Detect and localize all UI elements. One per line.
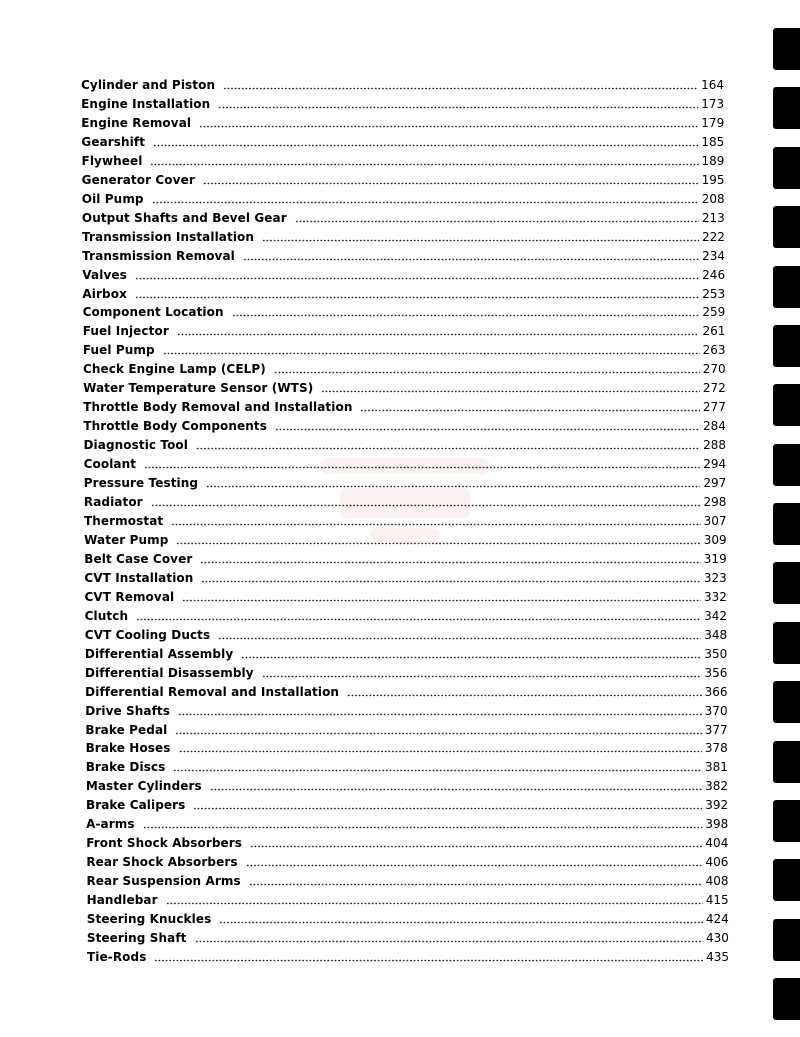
toc-entry-page-number: 284 [703, 419, 726, 434]
toc-entry-page-number: 408 [705, 874, 729, 889]
toc-entry-title: Brake Hoses [85, 741, 171, 756]
toc-entry-title: Check Engine Lamp (CELP) [82, 362, 266, 377]
toc-entry-page-number: 246 [702, 267, 726, 282]
toc-entry-title: Brake Discs [85, 760, 166, 775]
toc-entry-page-number: 332 [704, 589, 727, 604]
toc-entry-title: Fuel Injector [82, 324, 169, 339]
binder-tab [773, 384, 800, 426]
toc-entry-title: A-arms [86, 817, 135, 832]
toc-entry-title: CVT Removal [84, 589, 175, 604]
toc-entry-page-number: 398 [705, 817, 729, 832]
toc-entry-page-number: 382 [705, 779, 728, 794]
toc-entry-title: Differential Disassembly [85, 665, 254, 680]
dot-leader [135, 285, 699, 299]
toc-entry[interactable] [81, 93, 724, 112]
toc-entry-page-number: 173 [701, 96, 725, 111]
dot-leader [201, 569, 701, 583]
dot-leader [143, 815, 703, 829]
toc-entry[interactable] [85, 700, 727, 719]
toc-entry-title: Oil Pump [81, 191, 144, 206]
toc-entry-title: Diagnostic Tool [83, 438, 188, 453]
toc-entry[interactable] [86, 870, 728, 889]
dot-leader [195, 929, 703, 943]
toc-entry-page-number: 179 [701, 115, 725, 130]
toc-entry[interactable] [82, 226, 725, 245]
toc-entry-title: Rear Suspension Arms [86, 874, 241, 889]
toc-entry-title: Engine Installation [81, 96, 211, 111]
toc-entry[interactable] [83, 434, 726, 453]
toc-entry-page-number: 297 [703, 476, 727, 491]
toc-entry-title: Differential Removal and Installation [85, 684, 340, 699]
toc-entry-page-number: 259 [702, 305, 726, 320]
dot-leader [199, 114, 698, 128]
dot-leader [249, 872, 703, 886]
dot-leader [135, 266, 699, 280]
toc-entry[interactable] [84, 491, 727, 510]
toc-entry[interactable] [84, 472, 727, 491]
binder-tab [773, 562, 800, 604]
toc-entry[interactable] [85, 624, 727, 643]
binder-tab [773, 147, 800, 189]
toc-entry-title: CVT Cooling Ducts [84, 627, 211, 642]
toc-entry-title: Transmission Removal [82, 248, 235, 263]
toc-entry-title: Component Location [82, 305, 224, 320]
toc-entry-title: Clutch [84, 608, 129, 623]
toc-entry[interactable] [86, 813, 728, 832]
toc-entry-page-number: 307 [703, 514, 727, 528]
toc-entry[interactable] [85, 662, 727, 681]
dot-leader [171, 512, 700, 526]
binder-tab [773, 206, 800, 248]
toc-entry[interactable] [85, 643, 727, 662]
toc-entry-title: Valves [82, 267, 127, 282]
toc-entry[interactable] [82, 188, 725, 207]
toc-entry[interactable] [82, 264, 725, 283]
toc-entry-page-number: 189 [701, 153, 725, 168]
toc-entry-title: Water Pump [84, 532, 169, 547]
toc-entry[interactable] [86, 851, 728, 870]
dot-leader [210, 777, 702, 791]
toc-entry[interactable] [81, 112, 724, 131]
toc-entry-page-number: 309 [703, 532, 727, 547]
dot-leader [203, 171, 699, 185]
dot-leader [193, 796, 702, 810]
toc-entry-title: CVT Installation [84, 570, 194, 585]
toc-entry-page-number: 277 [702, 400, 726, 415]
dot-leader [275, 417, 700, 431]
toc-entry[interactable] [86, 832, 728, 851]
dot-leader [166, 891, 703, 905]
toc-entry-page-number: 288 [703, 438, 727, 453]
toc-entry[interactable] [84, 567, 726, 586]
toc-entry-page-number: 319 [703, 551, 727, 566]
toc-entry[interactable] [82, 245, 725, 264]
toc-entry[interactable] [83, 396, 726, 415]
dot-leader [173, 758, 702, 772]
dot-leader [179, 739, 702, 753]
toc-entry[interactable] [83, 320, 726, 339]
dot-leader [182, 588, 701, 602]
dot-leader [152, 190, 699, 204]
toc-entry-title: Flywheel [81, 153, 143, 168]
binder-tab [773, 325, 800, 367]
toc-entry-page-number: 263 [702, 343, 726, 358]
toc-entry[interactable] [82, 150, 725, 169]
toc-entry[interactable] [86, 775, 728, 794]
toc-entry[interactable] [81, 74, 724, 93]
toc-entry[interactable] [83, 415, 726, 434]
toc-entry-page-number: 350 [704, 646, 728, 661]
dot-leader [274, 360, 700, 374]
binder-tab [773, 622, 800, 664]
toc-entry-title: Drive Shafts [85, 703, 171, 718]
toc-entry[interactable] [87, 946, 729, 965]
toc-entry-title: Output Shafts and Bevel Gear [81, 210, 287, 225]
toc-entry-page-number: 424 [705, 912, 729, 927]
dot-leader [262, 228, 699, 242]
binder-tab [773, 741, 800, 783]
dot-leader [206, 474, 700, 488]
toc-entry[interactable] [81, 131, 724, 150]
toc-entry-page-number: 298 [703, 495, 727, 510]
toc-entry-page-number: 342 [704, 608, 728, 623]
binder-tab [773, 503, 800, 545]
dot-leader [219, 910, 703, 924]
dot-leader [175, 721, 701, 735]
dot-leader [151, 493, 701, 507]
dot-leader [246, 853, 703, 867]
toc-entry-page-number: 348 [704, 627, 728, 642]
dot-leader [196, 436, 700, 450]
toc-entry-title: Belt Case Cover [84, 551, 193, 566]
toc-entry-page-number: 356 [704, 665, 728, 680]
binder-tab [773, 681, 800, 723]
binder-tab [773, 266, 800, 308]
toc-entry[interactable] [87, 908, 729, 927]
toc-entry[interactable] [85, 605, 727, 624]
toc-entry[interactable] [85, 586, 727, 605]
toc-entry[interactable] [82, 169, 725, 188]
toc-entry[interactable] [84, 510, 727, 529]
toc-entry-title: Cylinder and Piston [81, 78, 216, 92]
toc-entry-title: Steering Knuckles [86, 912, 212, 927]
dot-leader [200, 550, 700, 564]
binder-tab [773, 919, 800, 961]
toc-entry-title: Thermostat [84, 514, 164, 528]
toc-entry-title: Differential Assembly [84, 646, 234, 661]
dot-leader [295, 209, 699, 223]
dot-leader [250, 834, 702, 848]
toc-entry-page-number: 185 [701, 134, 725, 149]
toc-entry-page-number: 261 [702, 324, 726, 339]
dot-leader [178, 702, 702, 716]
toc-entry[interactable] [83, 377, 726, 396]
dot-leader [177, 322, 700, 336]
toc-entry-title: Throttle Body Removal and Installation [83, 400, 353, 415]
toc-entry-page-number: 195 [701, 172, 725, 187]
dot-leader [154, 948, 703, 962]
toc-entry-title: Fuel Pump [82, 343, 155, 358]
toc-entry[interactable] [84, 453, 727, 472]
toc-entry-page-number: 406 [705, 855, 729, 870]
toc-entry-page-number: 404 [705, 836, 729, 851]
toc-entry[interactable] [83, 358, 726, 377]
toc-entry-page-number: 222 [701, 229, 725, 244]
toc-entry-page-number: 294 [703, 457, 727, 472]
toc-entry-page-number: 415 [705, 893, 729, 908]
toc-entry[interactable] [86, 737, 728, 756]
toc-entry-title: Engine Removal [81, 115, 192, 130]
toc-entry-page-number: 392 [705, 798, 729, 813]
binder-tab [773, 800, 800, 842]
toc-entry-title: Water Temperature Sensor (WTS) [83, 381, 314, 396]
toc-entry-title: Gearshift [81, 134, 146, 149]
toc-entry[interactable] [82, 283, 725, 302]
dot-leader [243, 247, 699, 261]
toc-entry[interactable] [87, 927, 729, 946]
binder-tab [773, 444, 800, 486]
dot-leader [241, 645, 701, 659]
toc-entry[interactable] [87, 889, 729, 908]
dot-leader [136, 607, 701, 621]
toc-entry-page-number: 272 [702, 381, 726, 396]
toc-entry-title: Steering Shaft [86, 931, 187, 946]
toc-entry-page-number: 270 [702, 362, 726, 377]
toc-entry[interactable] [85, 719, 727, 738]
toc-entry[interactable] [84, 548, 726, 567]
toc-entry-page-number: 253 [702, 286, 726, 301]
toc-entry[interactable] [82, 207, 725, 226]
dot-leader [232, 303, 700, 317]
dot-leader [347, 683, 702, 697]
toc-entry-page-number: 381 [704, 760, 728, 775]
dot-leader [150, 152, 698, 166]
toc-entry-page-number: 208 [701, 191, 725, 206]
dot-leader [153, 133, 698, 147]
toc-entry-title: Tie-Rods [87, 950, 147, 964]
toc-entry[interactable] [86, 794, 728, 813]
dot-leader [360, 398, 699, 412]
toc-entry[interactable] [84, 529, 726, 548]
dot-leader [321, 379, 700, 393]
toc-entry-title: Rear Shock Absorbers [86, 855, 238, 870]
toc-entry[interactable] [85, 681, 727, 700]
dot-leader [176, 531, 700, 545]
toc-entry-page-number: 234 [702, 248, 725, 263]
toc-entry-page-number: 213 [701, 210, 725, 225]
toc-entry-page-number: 370 [704, 703, 728, 718]
binder-tab [773, 978, 800, 1020]
dot-leader [223, 76, 698, 90]
dot-leader [218, 626, 701, 640]
toc-entry-page-number: 366 [704, 684, 728, 699]
toc-entry-page-number: 323 [703, 570, 727, 585]
toc-entry-title: Front Shock Absorbers [86, 836, 243, 851]
toc-entry-title: Coolant [83, 457, 137, 472]
toc-entry-page-number: 430 [705, 931, 729, 946]
toc-entry[interactable] [83, 339, 726, 358]
dot-leader [262, 664, 702, 678]
binder-tab [773, 87, 800, 129]
toc-entry-page-number: 164 [701, 78, 724, 92]
toc-entry-title: Generator Cover [81, 172, 195, 187]
toc-entry[interactable] [83, 301, 726, 320]
toc-entry-page-number: 435 [706, 950, 729, 964]
toc-entry-title: Brake Pedal [85, 722, 168, 737]
toc-entry-title: Transmission Installation [82, 229, 255, 244]
dot-leader [144, 455, 700, 469]
toc-entry-title: Pressure Testing [83, 476, 199, 491]
toc-entry-title: Radiator [83, 495, 143, 510]
toc-entry-title: Brake Calipers [85, 798, 186, 813]
binder-tab [773, 859, 800, 901]
toc-entry-title: Airbox [82, 286, 127, 301]
binder-tab [773, 28, 800, 70]
toc-entry[interactable] [86, 756, 728, 775]
toc-entry-title: Handlebar [86, 893, 158, 908]
toc-entry-title: Throttle Body Components [83, 419, 268, 434]
dot-leader [218, 95, 698, 109]
toc-entry-page-number: 378 [704, 741, 728, 756]
dot-leader [163, 341, 700, 355]
toc-entry-page-number: 377 [704, 722, 728, 737]
toc-entry-title: Master Cylinders [85, 779, 202, 794]
